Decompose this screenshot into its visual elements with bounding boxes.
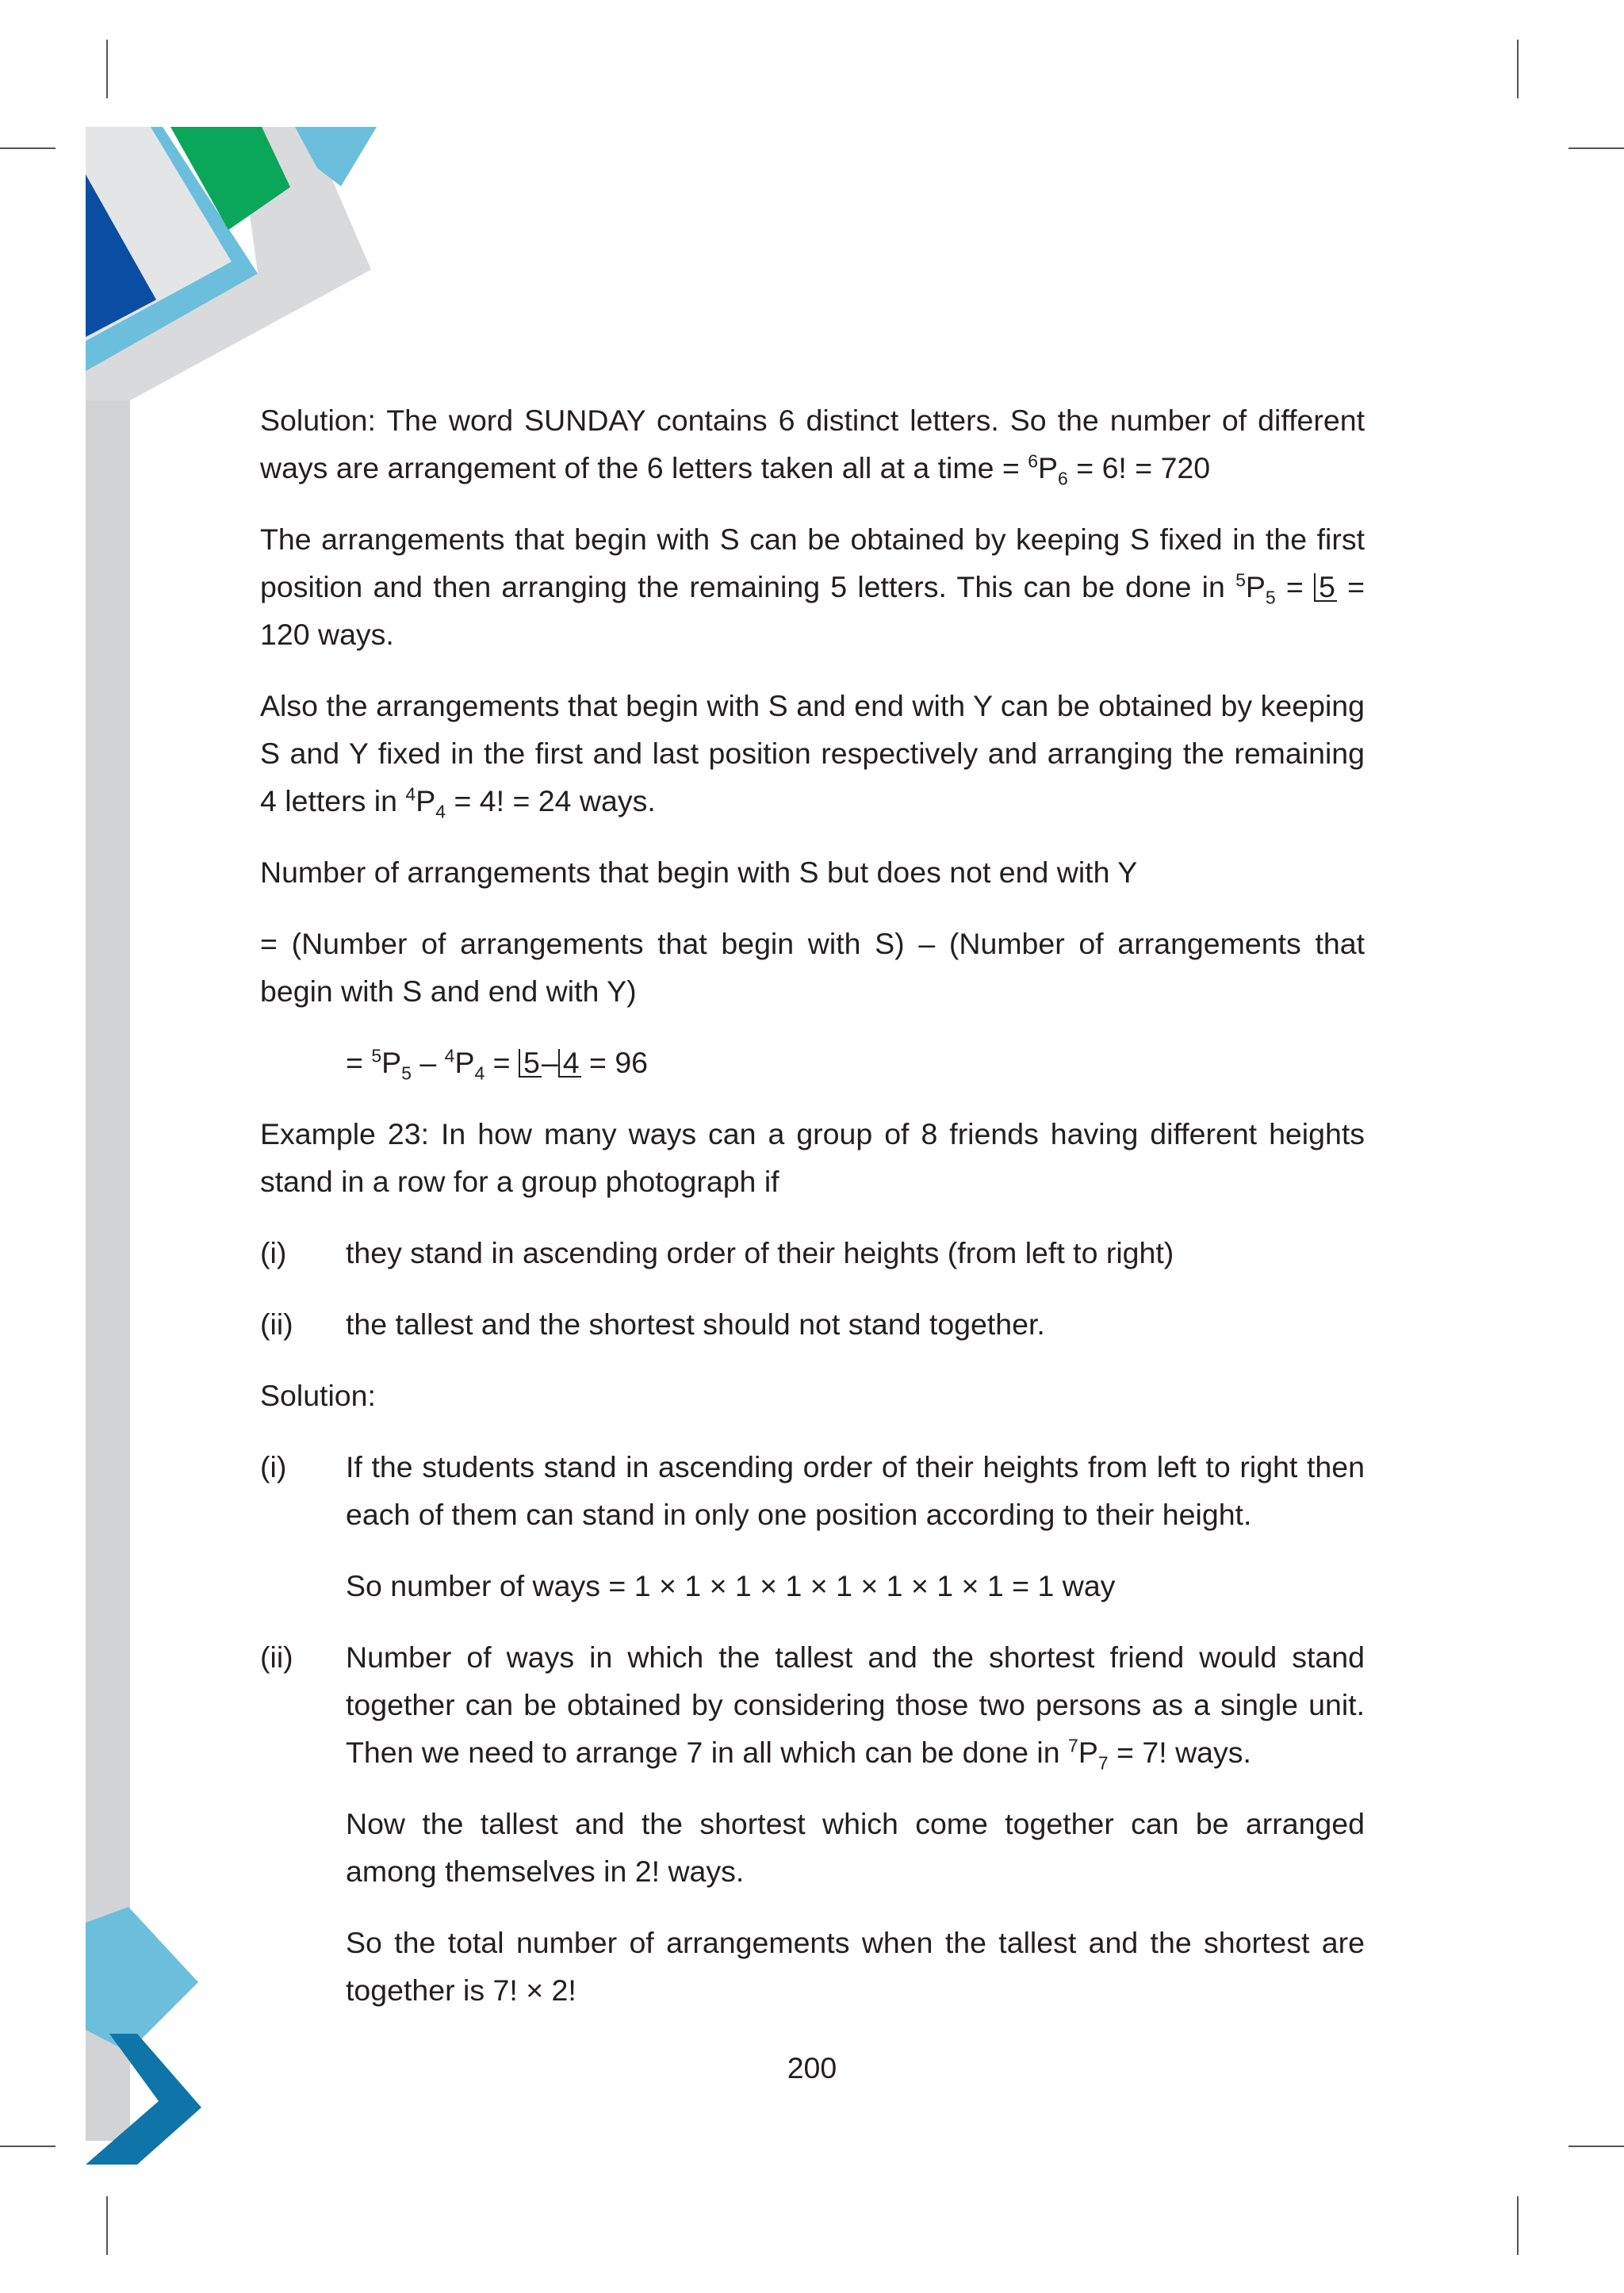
list-item: [260, 1300, 1365, 1348]
paragraph-example-23: Example 23: In how many ways can a group of 8 friends having different heights stand in a row for a group photograph if: [260, 1117, 1365, 1198]
paragraph-not-end-with-y: Number of arrangements that begin with S but does not end with Y: [260, 856, 1138, 889]
factorial-notation: 5: [519, 1049, 542, 1078]
solution-label: Solution:: [260, 1379, 376, 1412]
page-number: 200: [787, 2051, 837, 2084]
paragraph-difference-result: = $^5P_5 - ^4P_4 = 5-$ 4 = 96: [346, 1045, 649, 1084]
factorial-notation: 5: [1314, 573, 1337, 602]
list-item-number: (ii): [260, 1307, 293, 1341]
light-blue-diamond-shape: [86, 1907, 198, 2052]
list-item: [260, 1229, 1365, 1277]
page-content: [260, 396, 1365, 2038]
paragraph-begin-with-s: The arrangements that begin with S can be obtained by keeping S fixed in the first position and then arranging the remaining 5 letters. This can be done in $^5P_5 = 5 = 120$ ways.: [260, 523, 1365, 651]
solution-item-body: If the students stand in ascending order of their heights from left to right then each of them can stand in only one position according to their height. So number of ways = 1 × 1 × 1 × 1 × 1 × 1 × 1 × 1 = 1 way: [346, 1450, 1365, 1602]
list-item-number: (i): [260, 1236, 287, 1269]
solution-item-body: Number of ways in which the tallest and the shortest friend would stand together can be obtained by considering those two persons as a single unit. Then we need to arrange 7 in all which can be done in $^7P_7 = 7$! ways. Now the tallest and the shortest which come together can be arranged among themselves in 2! ways. So the total number of arrangements when the tallest and the shortest are together is 7! × 2!: [346, 1640, 1365, 2007]
solution-item-i: [260, 1443, 1365, 1610]
list-item-text: they stand in ascending order of their heights (from left to right): [346, 1236, 1174, 1269]
paragraph-begin-s-end-y: Also the arrangements that begin with S and end with Y can be obtained by keeping S and Y fixed in the first and last position respectively and arranging the remaining 4 letters in $^4P_4 = 4$! = 24 ways.: [260, 689, 1365, 822]
paragraph-difference-expression: = (Number of arrangements that begin with S) – (Number of arrangements that begin with S and end with Y): [260, 927, 1365, 1008]
factorial-notation: 4: [558, 1049, 581, 1078]
list-item-number: (i): [260, 1450, 287, 1483]
paragraph-sunday-solution: Solution: The word SUNDAY contains 6 distinct letters. So the number of different ways are arrangement of the 6 letters taken all at a time = $^6P_6 = 6$! = 720: [260, 404, 1365, 489]
list-item-text: the tallest and the shortest should not stand together.: [346, 1307, 1045, 1341]
list-item-number: (ii): [260, 1640, 293, 1674]
left-margin-strip: [86, 127, 130, 2141]
solution-item-ii: [260, 1633, 1365, 2014]
